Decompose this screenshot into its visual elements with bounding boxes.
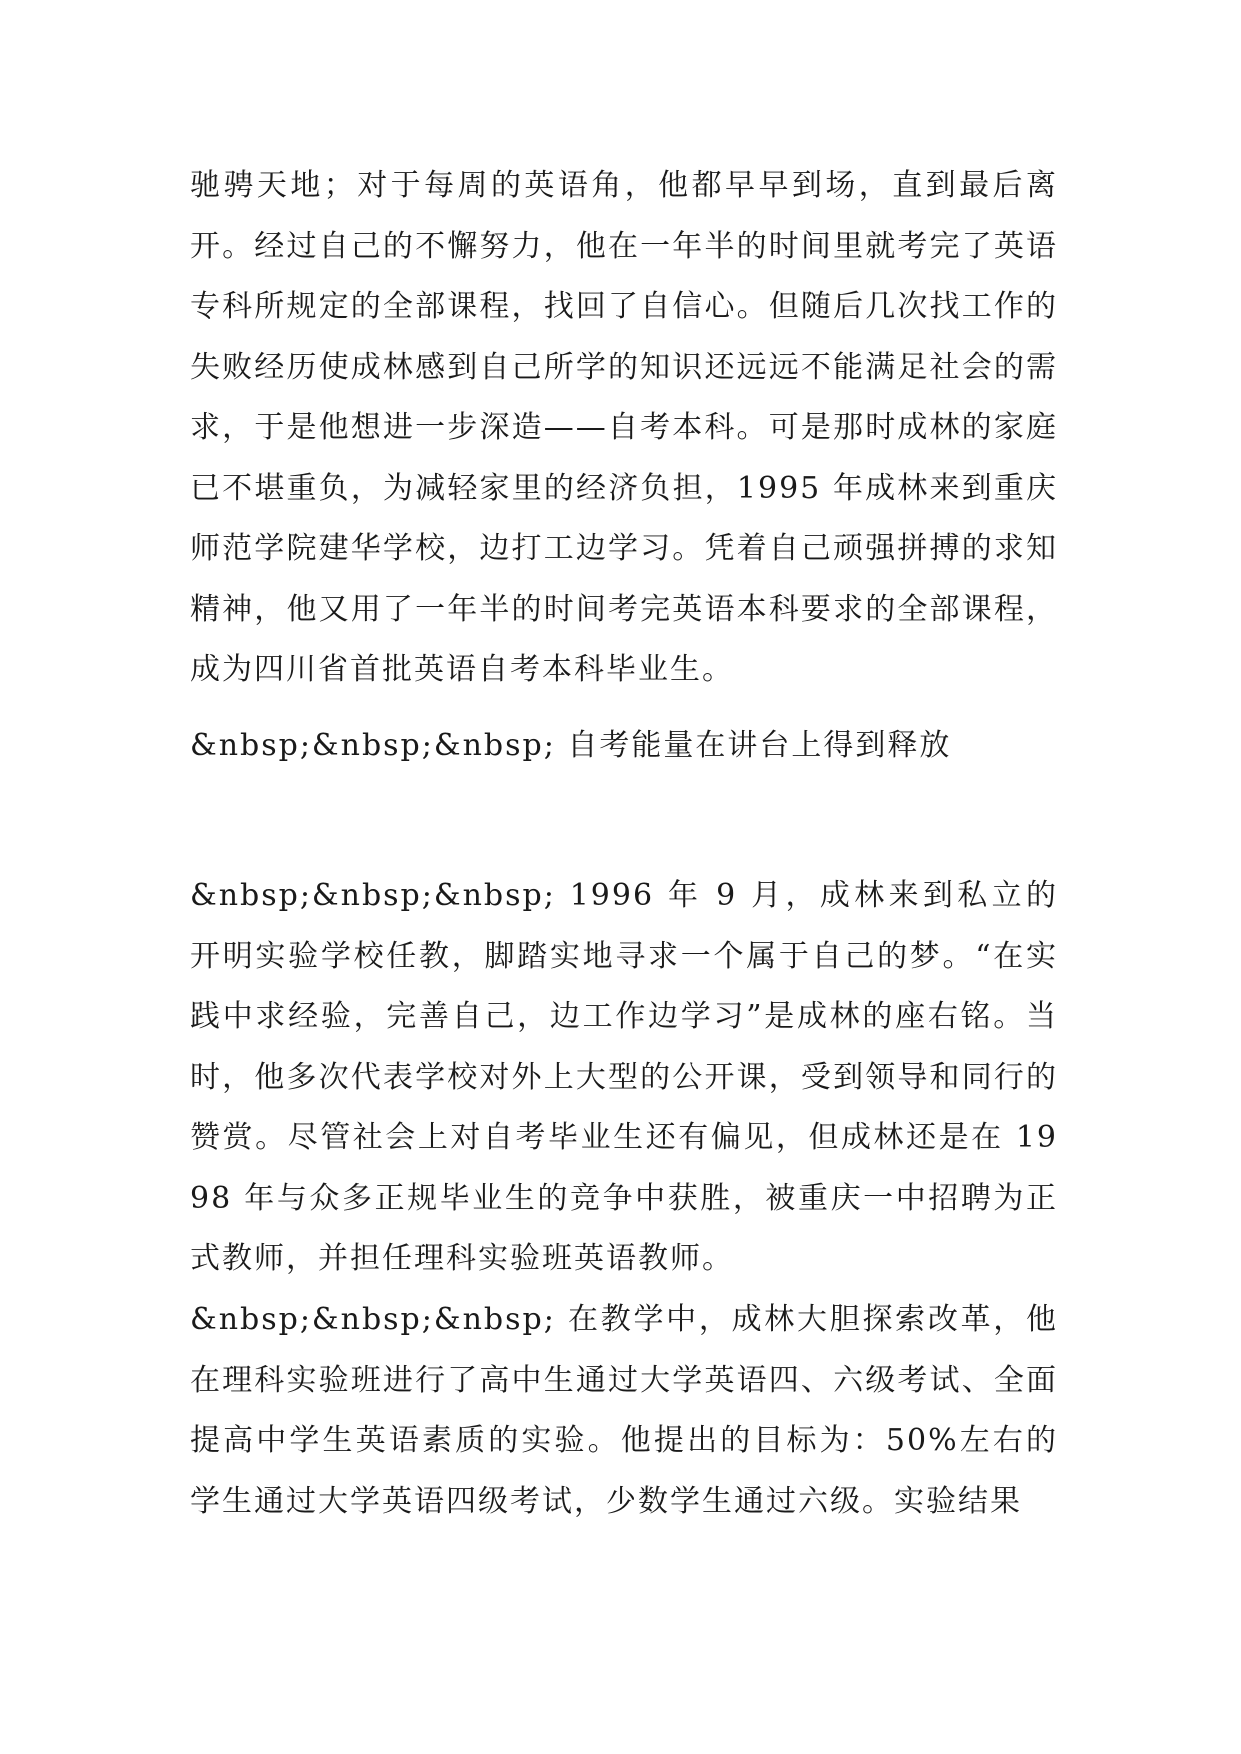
document-page [190, 0, 1058, 1754]
paragraph-1: 驰骋天地；对于每周的英语角，他都早早到场，直到最后离开。经过自己的不懈努力，他在一年半的时间里就考完了英语专科所规定的全部课程，找回了自信心。但随后几次找工作的失败经历使成林感到自己所学的知识还远远不能满足社会的需求，于是他想进一步深造——自考本科。可是那时成林的家庭已不堪重负，为减轻家里的经济负担，1995 年成林来到重庆师范学院建华学校，边打工边学习。凭着自己顽强拼搏的求知精神，他又用了一年半的时间考完英语本科要求的全部课程，成为四川省首批英语自考本科毕业生。 [190, 168, 1058, 687]
section-heading: &nbsp;&nbsp;&nbsp; 自考能量在讲台上得到释放 [190, 728, 952, 763]
paragraph-2: &nbsp;&nbsp;&nbsp; 1996 年 9 月，成林来到私立的开明实验学校任教，脚踏实地寻求一个属于自己的梦。“在实践中求经验，完善自己，边工作边学习”是成林的座右铭。当时，他多次代表学校对外上大型的公开课，受到领导和同行的赞赏。尽管社会上对自考毕业生还有偏见，但成林还是在 1998 年与众多正规毕业生的竞争中获胜，被重庆一中招聘为正式教师，并担任理科实验班英语教师。 [190, 878, 1058, 1276]
paragraph-3: &nbsp;&nbsp;&nbsp; 在教学中，成林大胆探索改革，他在理科实验班进行了高中生通过大学英语四、六级考试、全面提高中学生英语素质的实验。他提出的目标为：50%左右的学生通过大学英语四级考试，少数学生通过六级。实验结果 [190, 1302, 1058, 1519]
